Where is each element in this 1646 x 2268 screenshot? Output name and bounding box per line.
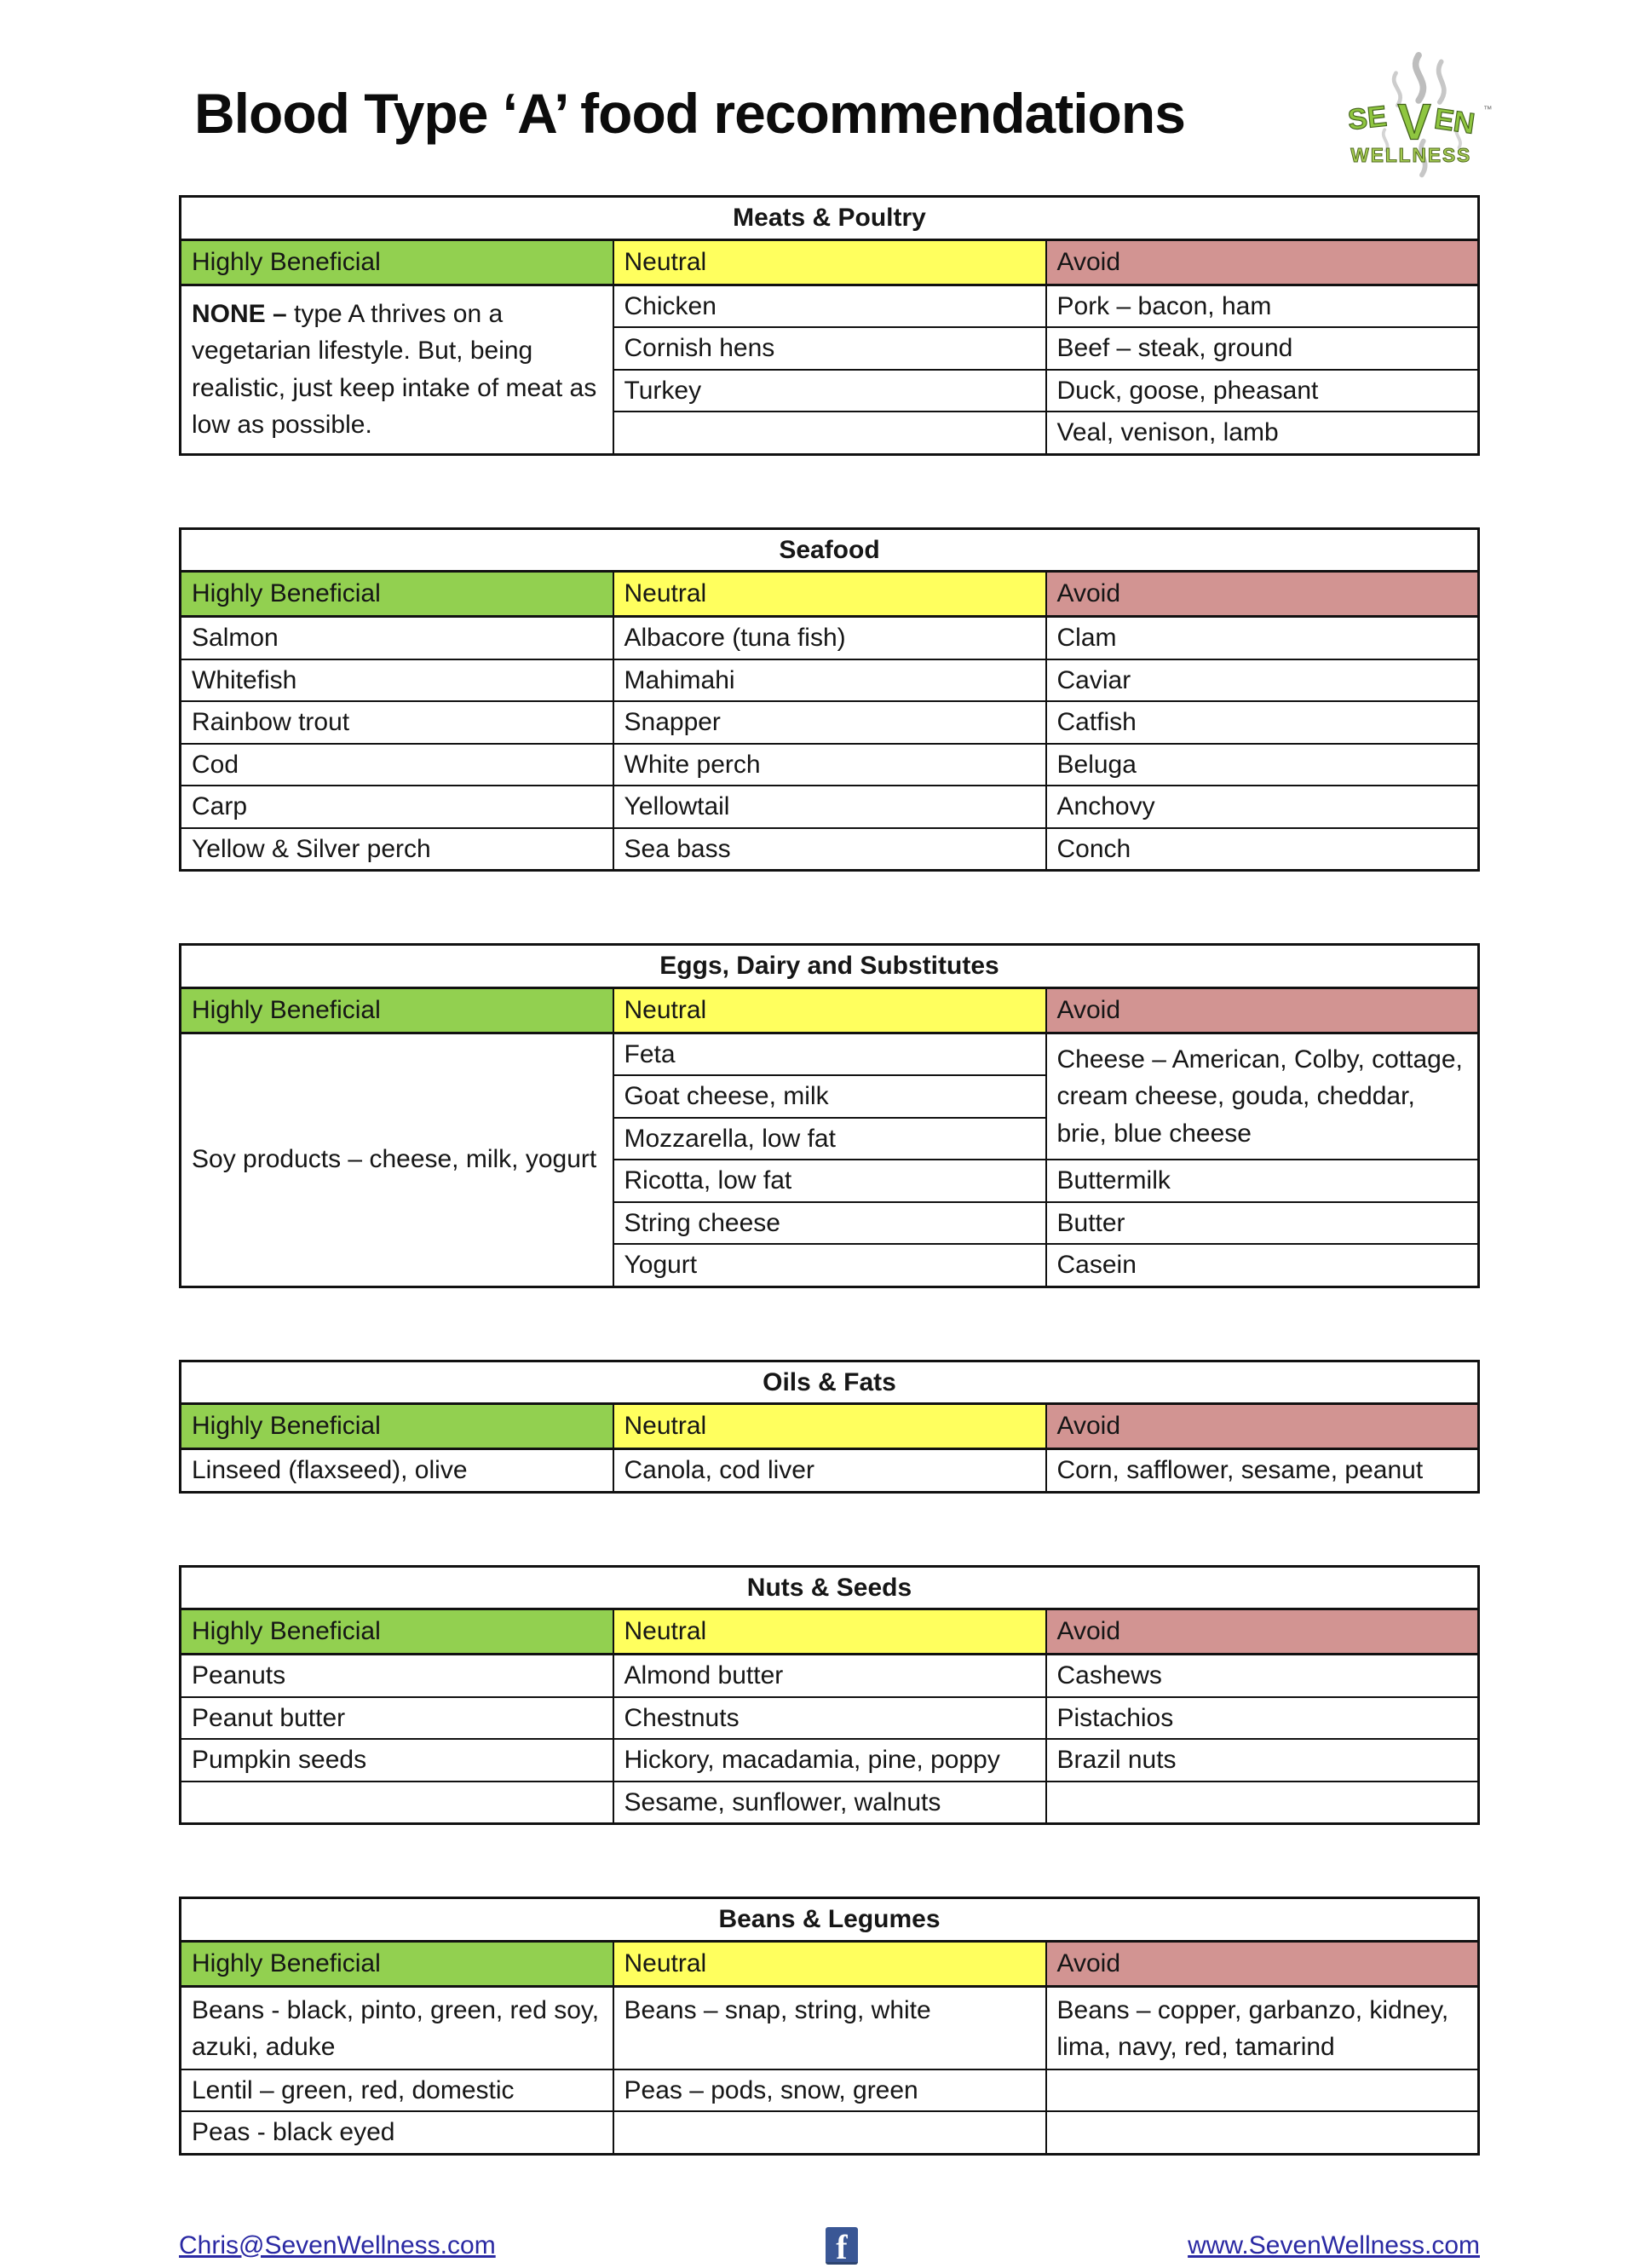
beneficial-cell: Whitefish: [181, 659, 613, 702]
table-oils-fats: [179, 1360, 1480, 1494]
column-header-highly-beneficial: Highly Beneficial: [181, 1609, 613, 1655]
column-header-neutral: Neutral: [613, 1941, 1046, 1986]
beneficial-cell: Yellow & Silver perch: [181, 828, 613, 871]
neutral-cell: Chestnuts: [613, 1697, 1046, 1740]
column-header-avoid: Avoid: [1046, 239, 1479, 285]
avoid-cell: Beans – copper, garbanzo, kidney, lima, navy, red, tamarind: [1046, 1986, 1479, 2069]
empty-cell: [1046, 2069, 1479, 2112]
beneficial-cell: Rainbow trout: [181, 701, 613, 744]
beneficial-note-cell: [181, 285, 613, 454]
table-eggs-dairy: [179, 943, 1480, 1288]
table-row: [181, 744, 1479, 786]
beneficial-cell: Linseed (flaxseed), olive: [181, 1449, 613, 1493]
neutral-cell: String cheese: [613, 1202, 1046, 1245]
table-row: [181, 1697, 1479, 1740]
empty-cell: [1046, 2111, 1479, 2154]
column-header-neutral: Neutral: [613, 1404, 1046, 1449]
avoid-cell: Catfish: [1046, 701, 1479, 744]
page-title: Blood Type ‘A’ food recommendations: [194, 82, 1185, 145]
neutral-cell: Feta: [613, 1033, 1046, 1075]
avoid-cell: Pistachios: [1046, 1697, 1479, 1740]
table-row: [181, 828, 1479, 871]
empty-cell: [1046, 1782, 1479, 1824]
neutral-cell: Hickory, macadamia, pine, poppy: [613, 1739, 1046, 1782]
table-row: [181, 2069, 1479, 2112]
table-seafood: [179, 527, 1480, 872]
beneficial-note-text: type A thrives on a vegetarian lifestyle. But, being realistic, just keep intake of meat as low as possible.: [192, 299, 597, 439]
neutral-cell: Peas – pods, snow, green: [613, 2069, 1046, 2112]
facebook-icon[interactable]: f: [826, 2227, 858, 2265]
column-header-highly-beneficial: Highly Beneficial: [181, 239, 613, 285]
neutral-cell: Yellowtail: [613, 786, 1046, 828]
table-row: [181, 2111, 1479, 2154]
seven-wellness-logo: [1339, 49, 1501, 184]
avoid-cell: Anchovy: [1046, 786, 1479, 828]
table-row: [181, 1739, 1479, 1782]
table-title: Meats & Poultry: [181, 197, 1479, 240]
column-header-avoid: Avoid: [1046, 987, 1479, 1033]
beneficial-cell: Beans - black, pinto, green, red soy, azuki, aduke: [181, 1986, 613, 2069]
beneficial-cell: Soy products – cheese, milk, yogurt: [181, 1033, 613, 1287]
avoid-cell: Clam: [1046, 617, 1479, 659]
column-header-avoid: Avoid: [1046, 1941, 1479, 1986]
neutral-cell: Sesame, sunflower, walnuts: [613, 1782, 1046, 1824]
table-row: [181, 1033, 1479, 1075]
table-row: [181, 1655, 1479, 1697]
avoid-cell: Caviar: [1046, 659, 1479, 702]
table-row: [181, 659, 1479, 702]
neutral-cell: Turkey: [613, 370, 1046, 412]
empty-cell: [613, 2111, 1046, 2154]
neutral-cell: Chicken: [613, 285, 1046, 327]
neutral-cell: Canola, cod liver: [613, 1449, 1046, 1493]
table-nuts-seeds: [179, 1565, 1480, 1826]
beneficial-cell: Peanuts: [181, 1655, 613, 1697]
column-header-highly-beneficial: Highly Beneficial: [181, 1404, 613, 1449]
logo-trademark: ™: [1483, 105, 1493, 115]
table-row: [181, 701, 1479, 744]
neutral-cell: Almond butter: [613, 1655, 1046, 1697]
empty-cell: [181, 1782, 613, 1824]
empty-cell: [613, 412, 1046, 454]
column-header-neutral: Neutral: [613, 572, 1046, 617]
beneficial-cell: Carp: [181, 786, 613, 828]
logo-text-v: V: [1397, 95, 1431, 151]
column-header-neutral: Neutral: [613, 987, 1046, 1033]
avoid-cell: Beef – steak, ground: [1046, 327, 1479, 370]
table-title: Seafood: [181, 528, 1479, 572]
neutral-cell: Mahimahi: [613, 659, 1046, 702]
neutral-cell: White perch: [613, 744, 1046, 786]
table-title: Beans & Legumes: [181, 1898, 1479, 1942]
neutral-cell: Cornish hens: [613, 327, 1046, 370]
beneficial-cell: Lentil – green, red, domestic: [181, 2069, 613, 2112]
beneficial-cell: Peas - black eyed: [181, 2111, 613, 2154]
email-link[interactable]: Chris@SevenWellness.com: [179, 2231, 496, 2259]
avoid-cell: Brazil nuts: [1046, 1739, 1479, 1782]
neutral-cell: Albacore (tuna fish): [613, 617, 1046, 659]
column-header-highly-beneficial: Highly Beneficial: [181, 1941, 613, 1986]
table-row: [181, 1986, 1479, 2069]
avoid-cell: Casein: [1046, 1244, 1479, 1287]
neutral-cell: Mozzarella, low fat: [613, 1118, 1046, 1160]
neutral-cell: Ricotta, low fat: [613, 1160, 1046, 1202]
neutral-cell: Goat cheese, milk: [613, 1075, 1046, 1118]
table-meats-poultry: [179, 195, 1480, 456]
avoid-cell: Cheese – American, Colby, cottage, cream cheese, gouda, cheddar, brie, blue cheese: [1046, 1033, 1479, 1160]
website-link[interactable]: www.SevenWellness.com: [1188, 2231, 1480, 2259]
column-header-neutral: Neutral: [613, 239, 1046, 285]
logo-text-en: EN: [1432, 102, 1477, 141]
avoid-cell: Pork – bacon, ham: [1046, 285, 1479, 327]
column-header-avoid: Avoid: [1046, 1609, 1479, 1655]
beneficial-cell: Cod: [181, 744, 613, 786]
avoid-cell: Cashews: [1046, 1655, 1479, 1697]
beneficial-cell: Pumpkin seeds: [181, 1739, 613, 1782]
table-row: [181, 786, 1479, 828]
neutral-cell: Yogurt: [613, 1244, 1046, 1287]
beneficial-note-bold: NONE –: [192, 299, 287, 328]
column-header-avoid: Avoid: [1046, 572, 1479, 617]
column-header-avoid: Avoid: [1046, 1404, 1479, 1449]
table-row: [181, 285, 1479, 327]
avoid-cell: Veal, venison, lamb: [1046, 412, 1479, 454]
neutral-cell: Beans – snap, string, white: [613, 1986, 1046, 2069]
table-title: Nuts & Seeds: [181, 1566, 1479, 1609]
avoid-cell: Beluga: [1046, 744, 1479, 786]
avoid-cell: Conch: [1046, 828, 1479, 871]
facebook-icon-wrapper: [496, 2227, 1188, 2265]
column-header-highly-beneficial: Highly Beneficial: [181, 572, 613, 617]
table-row: [181, 1449, 1479, 1493]
footer: [179, 2227, 1480, 2265]
table-row: [181, 617, 1479, 659]
table-title: Oils & Fats: [181, 1361, 1479, 1404]
avoid-cell: Buttermilk: [1046, 1160, 1479, 1202]
avoid-cell: Butter: [1046, 1202, 1479, 1245]
column-header-highly-beneficial: Highly Beneficial: [181, 987, 613, 1033]
beneficial-cell: Salmon: [181, 617, 613, 659]
column-header-neutral: Neutral: [613, 1609, 1046, 1655]
beneficial-cell: Peanut butter: [181, 1697, 613, 1740]
avoid-cell: Duck, goose, pheasant: [1046, 370, 1479, 412]
table-row: [181, 1782, 1479, 1824]
logo-text-wellness: WELLNESS: [1350, 144, 1472, 167]
table-beans-legumes: [179, 1897, 1480, 2156]
neutral-cell: Sea bass: [613, 828, 1046, 871]
neutral-cell: Snapper: [613, 701, 1046, 744]
table-title: Eggs, Dairy and Substitutes: [181, 945, 1479, 988]
avoid-cell: Corn, safflower, sesame, peanut: [1046, 1449, 1479, 1493]
logo-text-se: SE: [1346, 100, 1389, 137]
